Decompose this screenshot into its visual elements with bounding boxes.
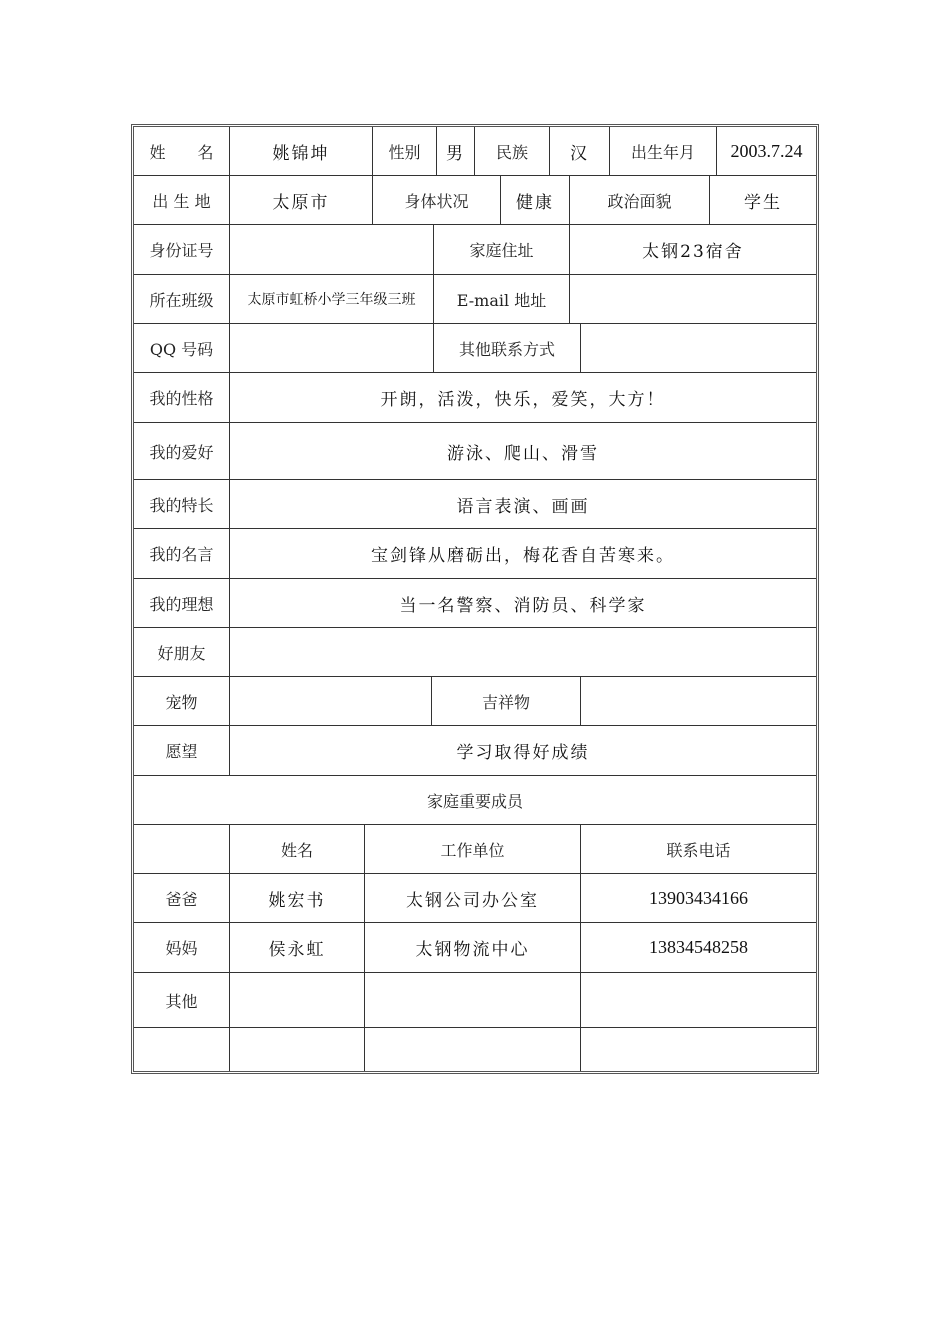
ethnic-label: 民族 bbox=[475, 127, 550, 175]
health-value: 健康 bbox=[501, 176, 570, 224]
member-phone bbox=[581, 973, 816, 1027]
row-birthplace bbox=[134, 176, 816, 225]
name-value: 姚锦坤 bbox=[230, 127, 373, 175]
family-header-work: 工作单位 bbox=[365, 825, 581, 873]
row-talents bbox=[134, 480, 816, 529]
row-hobbies bbox=[134, 423, 816, 480]
political-label: 政治面貌 bbox=[570, 176, 710, 224]
member-relation: 妈妈 bbox=[134, 923, 230, 972]
id-label: 身份证号 bbox=[134, 225, 230, 274]
family-header-name: 姓名 bbox=[230, 825, 365, 873]
member-work: 太钢公司办公室 bbox=[365, 874, 581, 922]
wish-label: 愿望 bbox=[134, 726, 230, 775]
ideal-label: 我的理想 bbox=[134, 579, 230, 627]
name-label: 姓 名 bbox=[134, 127, 230, 175]
row-friends bbox=[134, 628, 816, 677]
personality-value: 开朗，活泼，快乐，爱笑，大方！ bbox=[380, 390, 666, 410]
row-wish bbox=[134, 726, 816, 776]
hobbies-label: 我的爱好 bbox=[134, 423, 230, 479]
family-section-title-row bbox=[134, 776, 816, 825]
ideal-value: 当一名警察、消防员、科学家 bbox=[399, 595, 647, 616]
birth-label: 出生年月 bbox=[610, 127, 717, 175]
family-member-row bbox=[134, 973, 816, 1028]
family-section-title: 家庭重要成员 bbox=[426, 791, 523, 811]
mascot-value bbox=[581, 677, 816, 725]
address-value: 太钢23宿舍 bbox=[642, 242, 744, 262]
other-contact-value bbox=[581, 324, 816, 372]
friends-value bbox=[230, 628, 816, 676]
family-header-row bbox=[134, 825, 816, 874]
motto-label: 我的名言 bbox=[134, 529, 230, 578]
family-header-phone: 联系电话 bbox=[666, 840, 731, 860]
row-motto bbox=[134, 529, 816, 579]
birth-value: 2003.7.24 bbox=[730, 140, 803, 161]
member-work bbox=[365, 1028, 581, 1071]
row-basic-info bbox=[134, 127, 816, 176]
row-id-address bbox=[134, 225, 816, 275]
member-phone: 13834548258 bbox=[649, 937, 748, 957]
row-personality bbox=[134, 373, 816, 423]
qq-label: QQ 号码 bbox=[134, 324, 230, 372]
email-label: E-mail 地址 bbox=[434, 275, 570, 323]
class-value: 太原市虹桥小学三年级三班 bbox=[230, 275, 434, 323]
address-label: 家庭住址 bbox=[434, 225, 570, 274]
row-class-email bbox=[134, 275, 816, 324]
wish-value: 学习取得好成绩 bbox=[456, 743, 590, 763]
family-member-row bbox=[134, 923, 816, 973]
personality-label: 我的性格 bbox=[134, 373, 230, 422]
member-phone: 13903434166 bbox=[649, 887, 748, 908]
member-name bbox=[230, 1028, 365, 1071]
other-contact-label: 其他联系方式 bbox=[434, 324, 581, 372]
talents-value: 语言表演、画画 bbox=[456, 496, 590, 517]
member-relation bbox=[134, 1028, 230, 1071]
student-profile-table bbox=[131, 124, 819, 1074]
member-phone bbox=[581, 1028, 816, 1071]
id-value bbox=[230, 225, 434, 274]
email-value bbox=[570, 275, 816, 323]
member-name: 姚宏书 bbox=[230, 874, 365, 922]
member-work bbox=[365, 973, 581, 1027]
member-relation: 爸爸 bbox=[134, 874, 230, 922]
qq-value bbox=[230, 324, 434, 372]
gender-value: 男 bbox=[437, 127, 475, 175]
talents-label: 我的特长 bbox=[134, 480, 230, 528]
row-qq-contact bbox=[134, 324, 816, 373]
row-ideal bbox=[134, 579, 816, 628]
motto-value: 宝剑锋从磨砺出，梅花香自苦寒来。 bbox=[371, 546, 675, 566]
ethnic-value: 汉 bbox=[550, 127, 610, 175]
political-value: 学生 bbox=[744, 192, 782, 213]
health-label: 身体状况 bbox=[373, 176, 501, 224]
class-label: 所在班级 bbox=[134, 275, 230, 323]
hobbies-value: 游泳、爬山、滑雪 bbox=[447, 443, 599, 464]
pet-label: 宠物 bbox=[134, 677, 230, 725]
birthplace-value: 太原市 bbox=[230, 176, 373, 224]
gender-label: 性别 bbox=[373, 127, 437, 175]
pet-value bbox=[230, 677, 432, 725]
mascot-label: 吉祥物 bbox=[432, 677, 581, 725]
birthplace-label: 出 生 地 bbox=[134, 176, 230, 224]
friends-label: 好朋友 bbox=[134, 628, 230, 676]
member-work: 太钢物流中心 bbox=[365, 923, 581, 972]
family-member-row bbox=[134, 1028, 816, 1071]
row-pet-mascot bbox=[134, 677, 816, 726]
member-name bbox=[230, 973, 365, 1027]
member-name: 侯永虹 bbox=[230, 923, 365, 972]
family-member-row bbox=[134, 874, 816, 923]
member-relation: 其他 bbox=[134, 973, 230, 1027]
family-header-relation bbox=[134, 825, 230, 873]
